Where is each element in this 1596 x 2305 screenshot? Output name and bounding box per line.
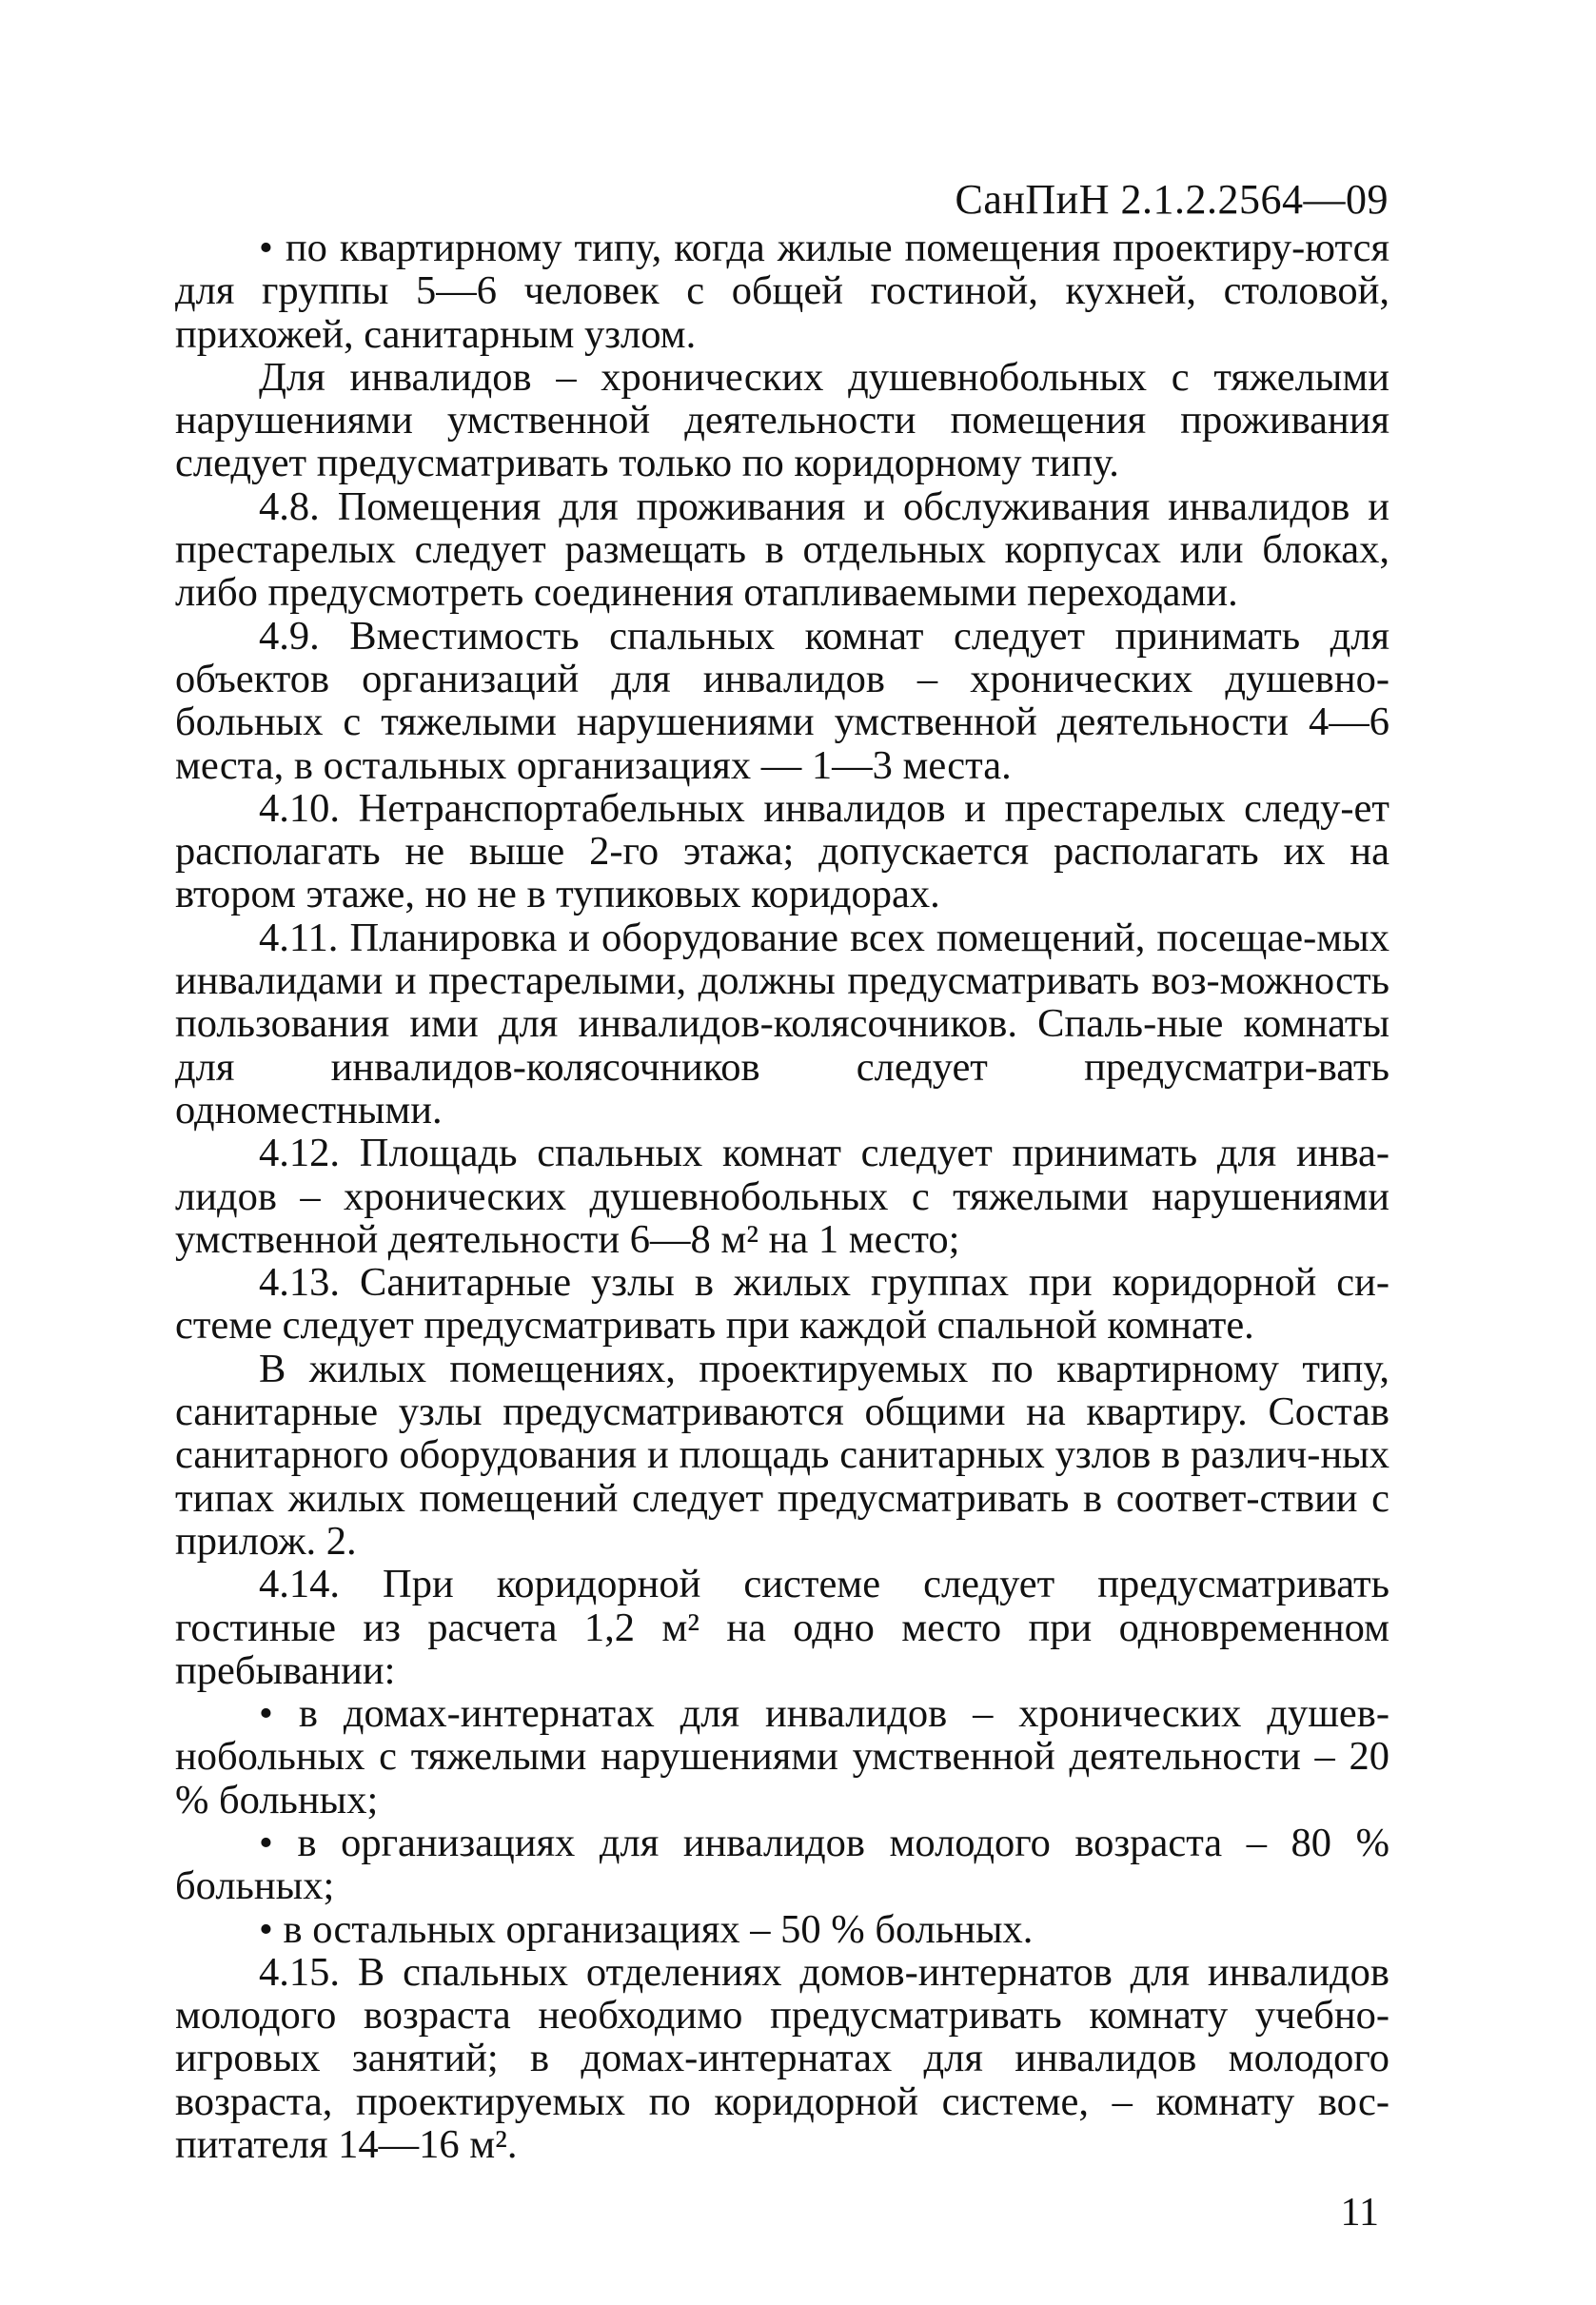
page-number: 11 xyxy=(1340,2191,1379,2235)
paragraph-4-15: 4.15. В спальных отделениях домов-интернатов для инвалидов молодого возраста необходимо предусматривать комнату учебно-игровых занятий; в домах-интернатах для инвалидов молодого возраста, проектируемых по коридорной системе, – комнату вос-питателя 14—16 м². xyxy=(175,1949,1389,2168)
paragraph-bullet-mental-disability: • в домах-интернатах для инвалидов – хронических душев-нобольных с тяжелыми нарушениями умственной деятельности – 20 % больных; xyxy=(175,1691,1389,1822)
paragraph-4-10: 4.10. Нетранспортабельных инвалидов и престарелых следу-ет располагать не выше 2-го этажа; допускается располагать их на втором этаже, но не в тупиковых коридорах. xyxy=(175,785,1389,917)
document-header-code: СанПиН 2.1.2.2564—09 xyxy=(955,176,1389,223)
paragraph-4-11: 4.11. Планировка и оборудование всех помещений, посещае-мых инвалидами и престарелыми, должны предусматривать воз-можность пользования ими для инвалидов-колясочников. Спаль-ные комнаты для инвалидов-колясочников следует предусматри-вать одноместными. xyxy=(175,915,1389,1133)
paragraph-4-12: 4.12. Площадь спальных комнат следует принимать для инва-лидов – хронических душевнобольных с тяжелыми нарушениями умственной деятельности 6—8 м² на 1 место; xyxy=(175,1131,1389,1262)
paragraph-4-9: 4.9. Вместимость спальных комнат следует принимать для объектов организаций для инвалидов – хронических душевно-больных с тяжелыми нарушениями умственной деятельности 4—6 места, в остальных организациях — 1—3 места. xyxy=(175,613,1389,788)
paragraph-corridor-type-requirement: Для инвалидов – хронических душевнобольных с тяжелыми нарушениями умственной деятельности помещения проживания следует предусматривать только по коридорному типу. xyxy=(175,354,1389,486)
paragraph-bullet-other-organizations: • в остальных организациях – 50 % больных. xyxy=(259,1906,1034,1952)
paragraph-4-13: 4.13. Санитарные узлы в жилых группах при коридорной си-стеме следует предусматривать при каждой спальной комнате. xyxy=(175,1260,1389,1349)
paragraph-apartment-sanitary: В жилых помещениях, проектируемых по квартирному типу, санитарные узлы предусматриваются общими на квартиру. Состав санитарного оборудования и площадь санитарных узлов в различ-ных типах жилых помещений следует предусматривать в соответ-ствии с прилож. 2. xyxy=(175,1346,1389,1564)
paragraph-4-14: 4.14. При коридорной системе следует предусматривать гостиные из расчета 1,2 м² на одно место при одновременном пребывании: xyxy=(175,1562,1389,1693)
paragraph-4-8: 4.8. Помещения для проживания и обслуживания инвалидов и престарелых следует размещать в отдельных корпусах или блоках, либо предусмотреть соединения отапливаемыми переходами. xyxy=(175,483,1389,616)
document-body xyxy=(175,227,1389,2166)
paragraph-bullet-young-disabled: • в организациях для инвалидов молодого возраста – 80 % больных; xyxy=(175,1820,1389,1909)
paragraph-bullet-apartment-type: • по квартирному типу, когда жилые помещения проектиру-ются для группы 5—6 человек с общей гостиной, кухней, столовой, прихожей, санитарным узлом. xyxy=(175,226,1389,357)
